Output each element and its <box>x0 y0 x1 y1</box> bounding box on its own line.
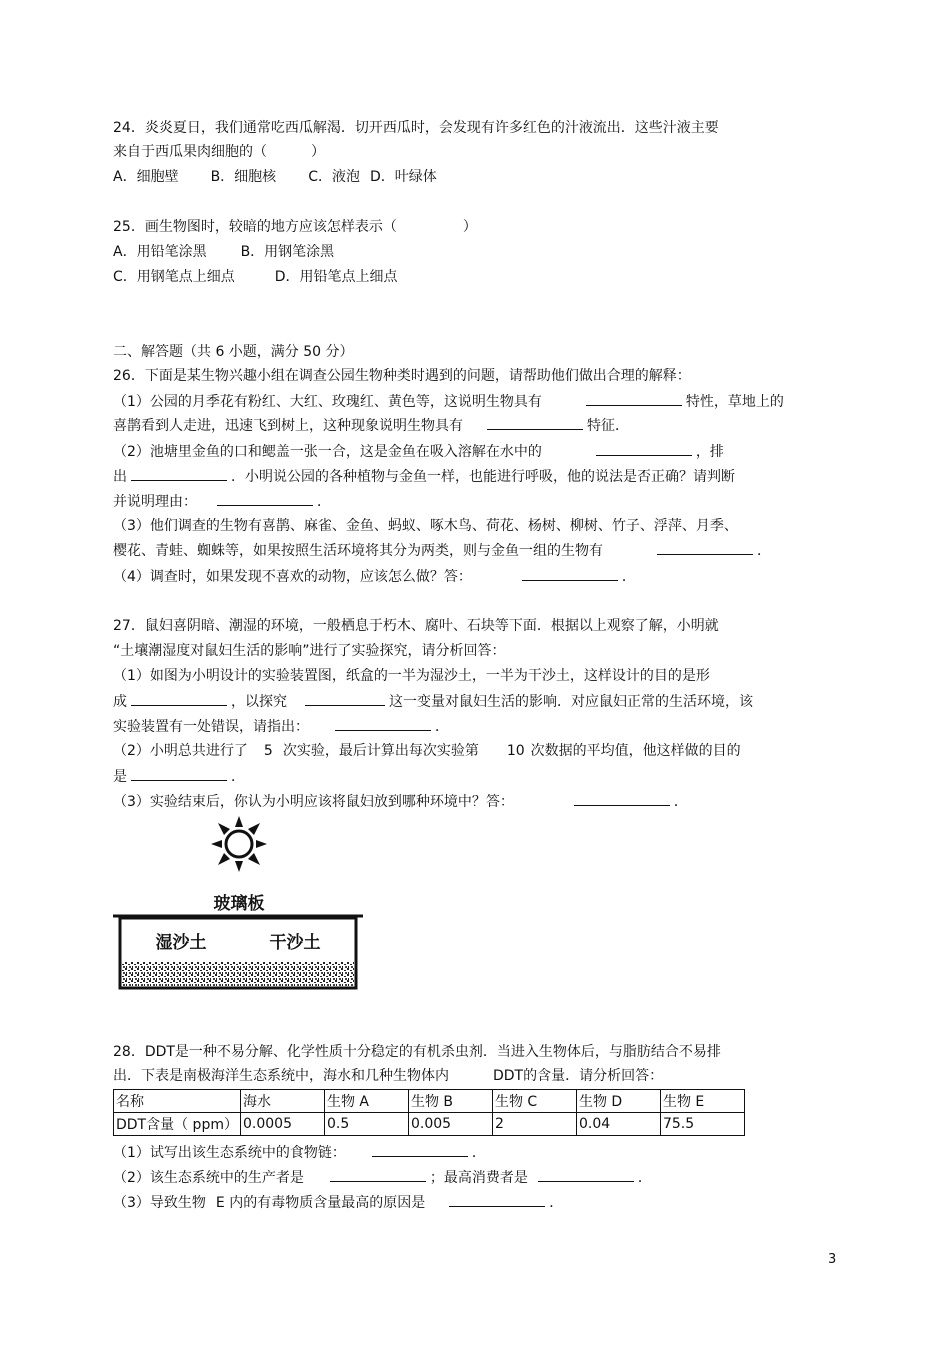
q28-p3 <box>113 1193 563 1212</box>
q27-p2-text2: 次实验，最后计算出每次实验第 <box>282 743 479 759</box>
q28-intro-line2 <box>113 1067 663 1085</box>
q24-option-b: B．细胞核 <box>210 169 277 185</box>
q27-p2-text3: 次数据的平均值，他这样做的目的 <box>530 743 741 759</box>
q28-p3-text3: ． <box>549 1195 564 1211</box>
table-cell: 生物 A <box>324 1090 408 1113</box>
table-cell: 0.005 <box>408 1113 492 1136</box>
q24-paren-close: ） <box>311 144 325 160</box>
experiment-figure <box>113 812 363 992</box>
q26-blank-6[interactable] <box>657 541 753 555</box>
q26-p3-line2 <box>113 541 771 560</box>
q26-blank-2[interactable] <box>487 416 583 430</box>
q25-options-cd <box>113 268 398 286</box>
q25-stem: 25．画生物图时，较暗的地方应该怎样表示（ <box>113 219 397 235</box>
q26-p4-text2: ． <box>621 569 636 585</box>
glass-plate-label: 玻璃板 <box>213 894 265 914</box>
q28-blank-2[interactable] <box>330 1168 426 1182</box>
dry-soil-label: 干沙土 <box>269 933 321 953</box>
q25-option-d: D．用铅笔点上细点 <box>274 269 398 285</box>
table-cell: 0.04 <box>576 1113 660 1136</box>
q27-p1-line1: （1）如图为小明设计的实验装置图，纸盒的一半为湿沙土，一半为干沙土，这样设计的目的是形 <box>113 668 710 684</box>
q26-p4 <box>113 567 636 586</box>
q27-p3 <box>113 792 688 811</box>
soil-layer <box>122 962 354 986</box>
q26-p1-line1 <box>113 392 784 411</box>
q27-blank-3[interactable] <box>335 717 431 731</box>
q27-p1-line3 <box>113 717 449 736</box>
q27-intro-line1: 27．鼠妇喜阴暗、潮湿的环境，一般栖息于朽木、腐叶、石块等下面．根据以上观察了解，小明就 <box>113 618 719 634</box>
q25-option-a: A．用铅笔涂黑 <box>113 244 207 260</box>
ddt-table <box>113 1089 745 1136</box>
q27-p1-line2 <box>113 692 753 711</box>
table-header-row <box>114 1090 745 1113</box>
q28-intro-line1: 28．DDT是一种不易分解、化学性质十分稳定的有机杀虫剂．当进入生物体后，与脂肪结合不易排 <box>113 1044 721 1060</box>
q28-p3-text: （3）导致生物 <box>113 1195 206 1211</box>
q26-p3-text2: ． <box>757 543 771 559</box>
q28-p1-text: （1）试写出该生态系统中的食物链： <box>113 1145 346 1161</box>
q25-paren-close: ） <box>462 219 477 235</box>
q26-p2-line1 <box>113 442 724 461</box>
q27-p1-text5: ． <box>435 719 449 735</box>
q24-line2 <box>113 143 325 161</box>
q28-p3-text2: E 内的有毒物质含量最高的原因是 <box>215 1195 426 1211</box>
table-cell: 生物 C <box>492 1090 576 1113</box>
q28-p2-text2: ；最高消费者是 <box>429 1170 528 1186</box>
q28-intro-text: 出．下表是南极海洋生态系统中，海水和几种生物体内 <box>113 1068 449 1084</box>
q26-p2-text5: 并说明理由： <box>113 494 197 510</box>
q24-line1: 24．炎炎夏日，我们通常吃西瓜解渴．切开西瓜时，会发现有许多红色的汁液流出．这些汁液主要 <box>113 120 719 136</box>
q28-p1-text2: ． <box>471 1145 486 1161</box>
table-cell: 生物 E <box>660 1090 744 1113</box>
q26-p2-line2 <box>113 467 735 486</box>
q26-p1-text3: 喜鹊看到人走进，迅速飞到树上，这种现象说明生物具有 <box>113 418 463 434</box>
table-cell: 生物 B <box>408 1090 492 1113</box>
q28-blank-4[interactable] <box>449 1193 545 1207</box>
wet-soil-label: 湿沙土 <box>155 933 207 953</box>
q26-p1-line2 <box>113 416 629 435</box>
q26-p2-text3: 出 <box>113 469 127 485</box>
q28-intro-text2: DDT的含量．请分析回答： <box>493 1068 664 1084</box>
q27-p3-text: （3）实验结束后，你认为小明应该将鼠妇放到哪种环境中？答： <box>113 794 514 810</box>
q26-blank-7[interactable] <box>522 567 618 581</box>
table-cell: DDT含量（ ppm） <box>114 1113 241 1136</box>
q28-blank-1[interactable] <box>372 1143 468 1157</box>
q26-p2-text4: ．小明说公园的各种植物与金鱼一样，也能进行呼吸，他的说法是否正确？请判断 <box>231 469 735 485</box>
q27-p2-line1 <box>113 742 741 760</box>
q27-p2-number-1: 5 <box>263 743 273 759</box>
q25-option-b: B．用钢笔涂黑 <box>240 244 335 260</box>
q26-blank-1[interactable] <box>586 392 682 406</box>
q27-p2-text5: ． <box>231 769 245 785</box>
q26-p2-text: （2）池塘里金鱼的口和鳃盖一张一合，这是金鱼在吸入溶解在水中的 <box>113 444 542 460</box>
q27-blank-1[interactable] <box>131 692 227 706</box>
q26-blank-4[interactable] <box>131 467 227 481</box>
table-cell: 75.5 <box>660 1113 744 1136</box>
q27-p1-text: 成 <box>113 694 127 710</box>
q27-p2-line2 <box>113 767 245 786</box>
q28-blank-3[interactable] <box>538 1168 634 1182</box>
q28-p2-text3: ． <box>637 1170 652 1186</box>
q26-p4-text: （4）调查时，如果发现不喜欢的动物，应该怎么做？答： <box>113 569 472 585</box>
table-cell: 海水 <box>240 1090 324 1113</box>
q26-p3-line1: （3）他们调查的生物有喜鹊、麻雀、金鱼、蚂蚁、啄木鸟、荷花、杨树、柳树、竹子、浮萍、月季、 <box>113 518 738 534</box>
table-row <box>114 1113 745 1136</box>
q26-p2-text6: ． <box>317 494 331 510</box>
q26-p1-text: （1）公园的月季花有粉红、大红、玫瑰红、黄色等，这说明生物具有 <box>113 394 542 410</box>
q27-p2-text4: 是 <box>113 769 127 785</box>
q27-p1-text3: 这一变量对鼠妇生活的影响．对应鼠妇正常的生活环境，该 <box>389 694 753 710</box>
q28-p2-text: （2）该生态系统中的生产者是 <box>113 1170 304 1186</box>
q24-option-a: A．细胞壁 <box>113 169 179 185</box>
table-cell: 0.5 <box>324 1113 408 1136</box>
q26-blank-3[interactable] <box>596 442 692 456</box>
q25-line1 <box>113 218 477 236</box>
q26-p1-text2: 特性，草地上的 <box>685 394 784 410</box>
q26-p3-text: 樱花、青蛙、蜘蛛等，如果按照生活环境将其分为两类，则与金鱼一组的生物有 <box>113 543 603 559</box>
q26-p1-text4: 特征． <box>587 418 629 434</box>
table-cell: 名称 <box>114 1090 241 1113</box>
q28-p1 <box>113 1143 486 1162</box>
page-number: 3 <box>828 1252 837 1267</box>
q26-intro: 26．下面是某生物兴趣小组在调查公园生物种类时遇到的问题，请帮助他们做出合理的解释： <box>113 368 691 384</box>
q27-p3-text2: ． <box>673 794 688 810</box>
q27-p1-text2: ，以探究 <box>231 694 287 710</box>
q25-option-c: C．用钢笔点上细点 <box>113 269 235 285</box>
q24-stem: 来自于西瓜果肉细胞的（ <box>113 144 267 160</box>
q27-p1-text4: 实验装置有一处错误，请指出： <box>113 719 309 735</box>
q24-options <box>113 168 437 186</box>
q27-blank-4[interactable] <box>131 767 227 781</box>
q24-option-d: D．叶绿体 <box>369 169 437 185</box>
table-cell: 0.0005 <box>240 1113 324 1136</box>
table-cell: 2 <box>492 1113 576 1136</box>
q25-options-ab <box>113 243 334 261</box>
q27-p2-text: （2）小明总共进行了 <box>113 743 248 759</box>
section-heading: 二、解答题（共 6 小题，满分 50 分） <box>113 344 354 360</box>
q24-option-c: C．液泡 <box>308 169 360 185</box>
q26-p2-text2: ，排 <box>695 444 724 460</box>
sun-icon <box>211 816 267 872</box>
table-cell: 生物 D <box>576 1090 660 1113</box>
q27-blank-2[interactable] <box>305 692 385 706</box>
q27-intro-line2: “土壤潮湿度对鼠妇生活的影响”进行了实验探究，请分析回答： <box>113 643 506 659</box>
q27-p2-number-2: 10 <box>506 743 525 759</box>
q26-p2-line3 <box>113 492 331 511</box>
q28-p2 <box>113 1168 652 1187</box>
q26-blank-5[interactable] <box>217 492 313 506</box>
q27-blank-5[interactable] <box>574 792 670 806</box>
